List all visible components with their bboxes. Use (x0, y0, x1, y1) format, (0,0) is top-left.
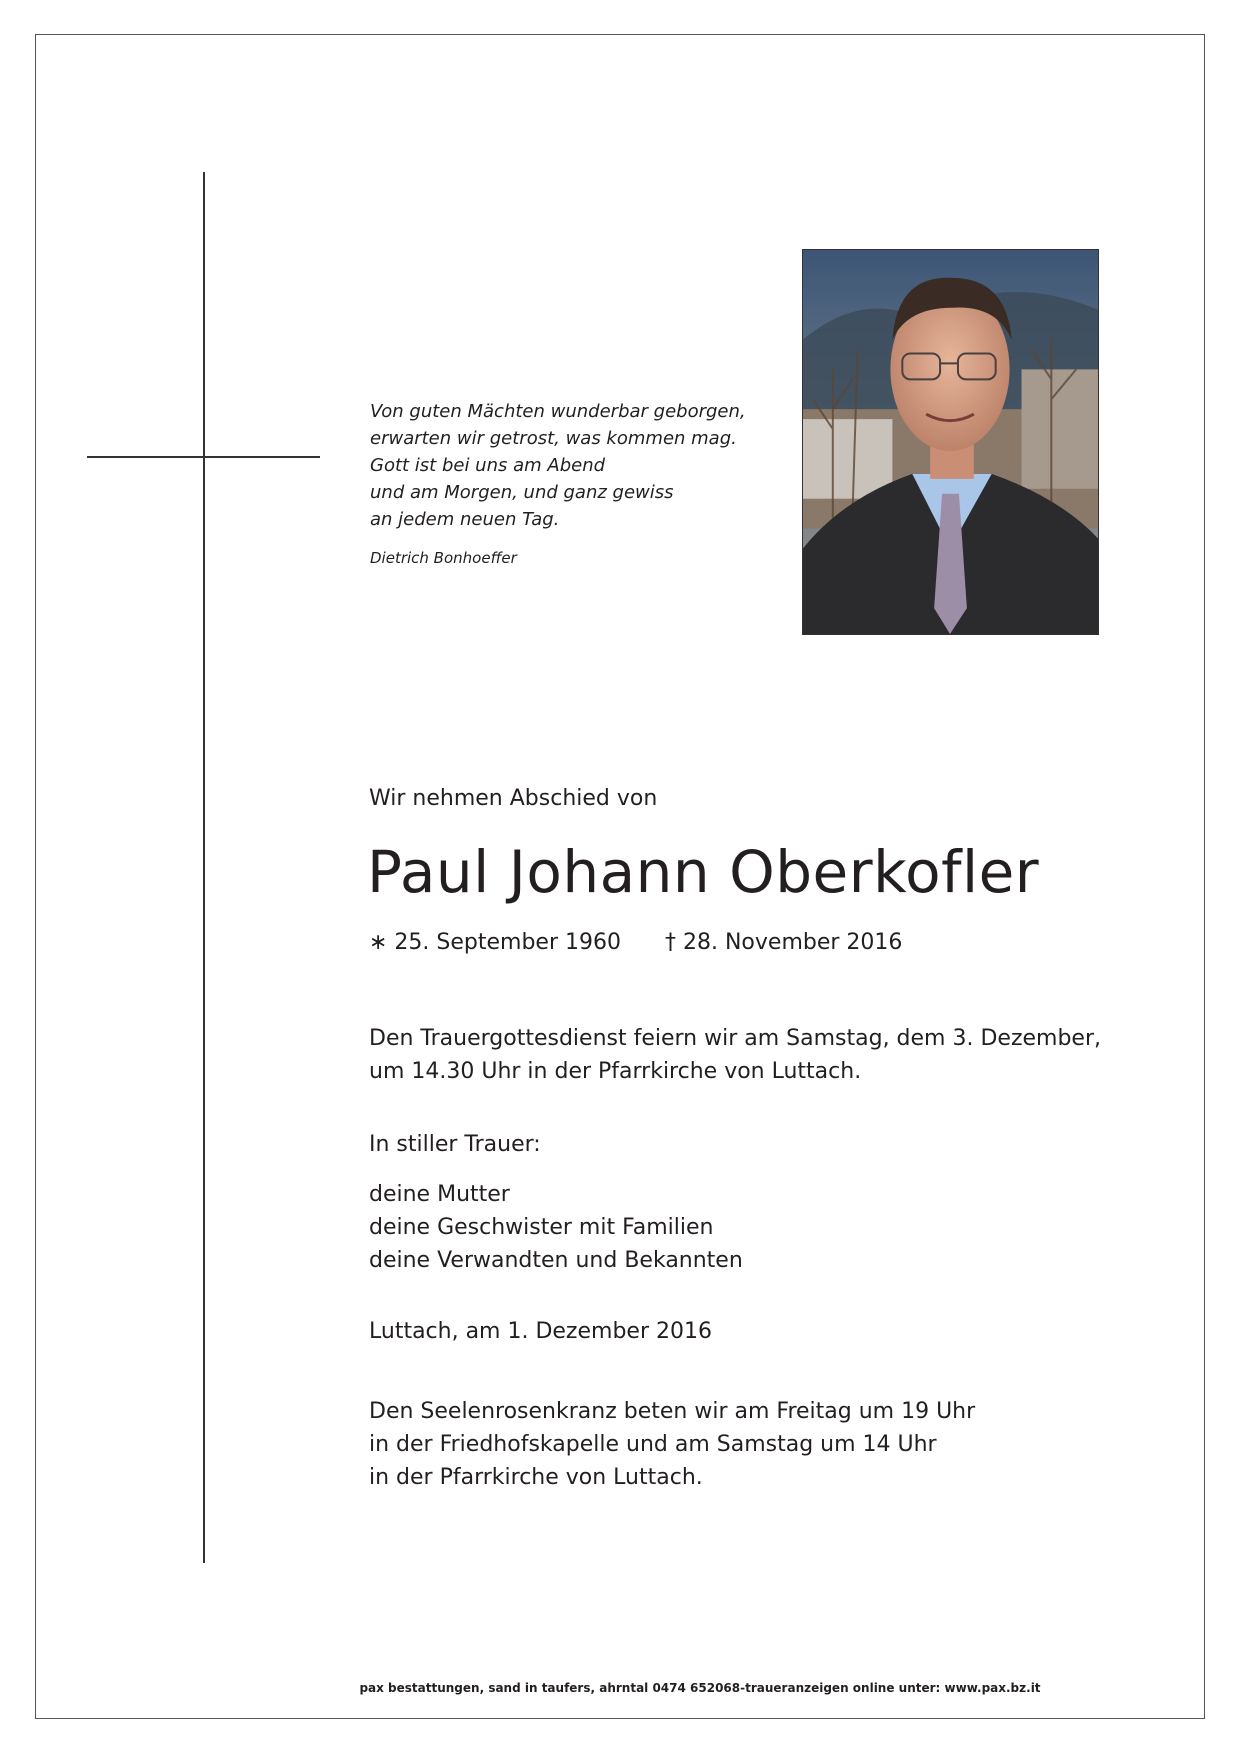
mourner-item: deine Mutter (369, 1182, 510, 1207)
funeral-service-info (369, 1022, 1101, 1088)
quote-line: Gott ist bei uns am Abend (370, 455, 606, 476)
cross-vertical-bar (203, 172, 205, 1563)
quote-line: Von guten Mächten wunderbar geborgen, (370, 401, 746, 422)
mourner-item: deine Geschwister mit Familien (369, 1215, 714, 1240)
farewell-intro: Wir nehmen Abschied von (369, 786, 658, 811)
rosary-line: in der Friedhofskapelle und am Samstag um 14 Uhr (369, 1432, 937, 1457)
portrait-image (803, 250, 1098, 634)
footer-imprint: pax bestattungen, sand in taufers, ahrntal 0474 652068-traueranzeigen online unter: www.pax.bz.it (359, 1681, 1041, 1695)
mourning-heading: In stiller Trauer: (369, 1132, 541, 1157)
quote-line: und am Morgen, und ganz gewiss (370, 482, 674, 503)
place-and-date: Luttach, am 1. Dezember 2016 (369, 1319, 712, 1344)
mourners-list (369, 1178, 743, 1277)
quote-line: an jedem neuen Tag. (370, 509, 560, 530)
death-date: † 28. November 2016 (665, 930, 903, 955)
mourner-item: deine Verwandten und Bekannten (369, 1248, 743, 1273)
service-line: Den Trauergottesdienst feiern wir am Samstag, dem 3. Dezember, (369, 1026, 1101, 1051)
deceased-name: Paul Johann Oberkofler (367, 838, 1040, 906)
quote-line: erwarten wir getrost, was kommen mag. (370, 428, 737, 449)
rosary-line: in der Pfarrkirche von Luttach. (369, 1465, 703, 1490)
cross-horizontal-bar (87, 456, 320, 458)
portrait-photo (802, 249, 1099, 635)
rosary-info (369, 1395, 975, 1494)
birth-date: ∗ 25. September 1960 (369, 930, 621, 955)
bible-quote (370, 398, 746, 533)
rosary-line: Den Seelenrosenkranz beten wir am Freitag um 19 Uhr (369, 1399, 976, 1424)
quote-author: Dietrich Bonhoeffer (370, 549, 517, 567)
service-line: um 14.30 Uhr in der Pfarrkirche von Luttach. (369, 1059, 862, 1084)
